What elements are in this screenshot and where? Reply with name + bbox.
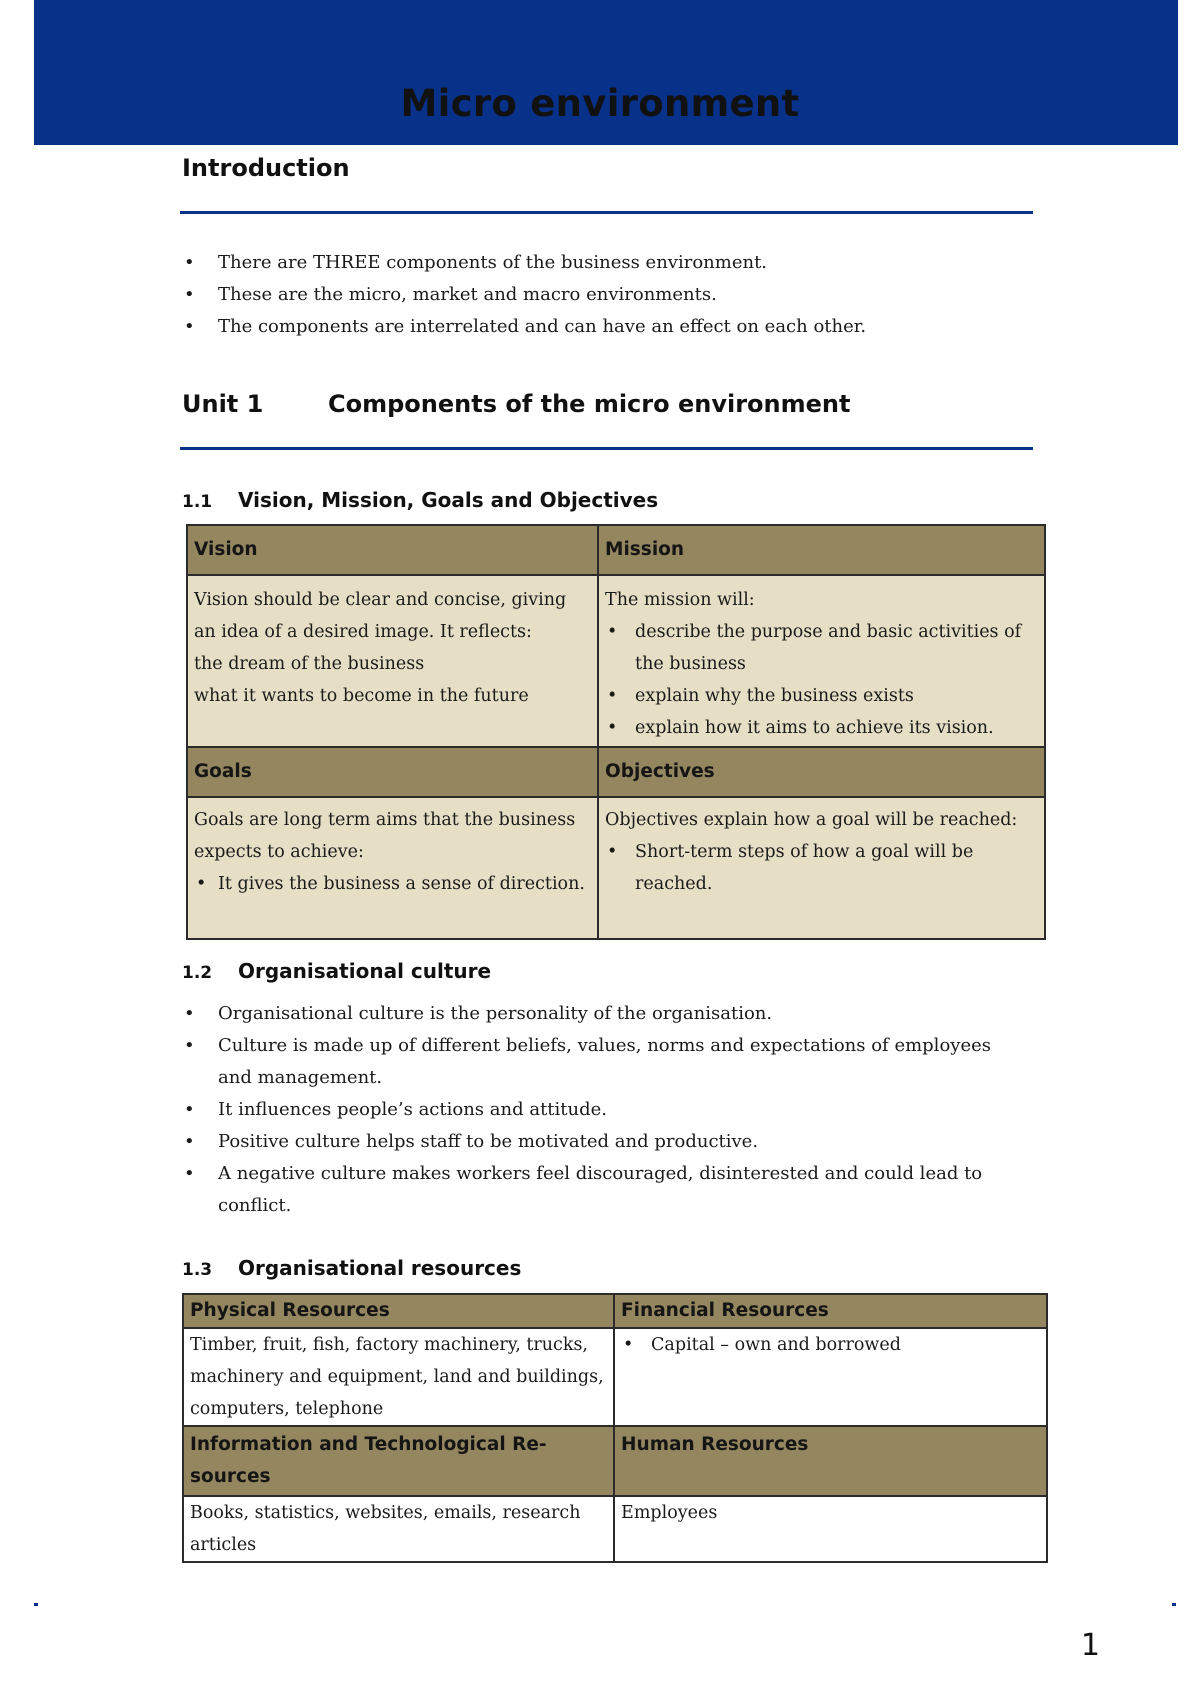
list-item: • describe the purpose and basic activities of the business xyxy=(605,616,1038,680)
list-item: • It influences people’s actions and attitude. xyxy=(180,1094,1010,1126)
vision-header: Vision xyxy=(187,525,598,575)
vision-line: the dream of the business xyxy=(194,654,425,674)
section-number: 1.3 xyxy=(182,1260,213,1280)
unit-rule xyxy=(180,447,1033,450)
list-item: • There are THREE components of the business environment. xyxy=(180,247,1040,279)
list-item: • Organisational culture is the personality of the organisation. xyxy=(180,998,1010,1030)
section-title: Vision, Mission, Goals and Objectives xyxy=(238,488,659,512)
mission-list xyxy=(605,616,1038,744)
page-title: Micro environment xyxy=(400,82,800,125)
mission-intro: The mission will: xyxy=(605,590,755,610)
list-item: • Positive culture helps staff to be motivated and productive. xyxy=(180,1126,1010,1158)
margin-mark-left xyxy=(34,1603,38,1606)
vision-line: Vision should be clear and concise, giving xyxy=(194,590,567,610)
human-cell: Employees xyxy=(614,1496,1047,1562)
financial-header: Financial Resources xyxy=(614,1294,1047,1328)
physical-header: Physical Resources xyxy=(183,1294,614,1328)
financial-list xyxy=(621,1329,1040,1361)
list-item: • explain how it aims to achieve its vision. xyxy=(605,712,1038,744)
introduction-rule xyxy=(180,211,1033,214)
list-item: • Culture is made up of different beliefs, values, norms and expectations of employees and management. xyxy=(180,1030,1010,1094)
financial-cell xyxy=(614,1328,1047,1426)
section-1-2-heading xyxy=(182,959,491,983)
vmgo-table xyxy=(186,524,1046,940)
section-title: Organisational resources xyxy=(238,1256,522,1280)
introduction-list xyxy=(180,247,1040,343)
list-item: • explain why the business exists xyxy=(605,680,1038,712)
goals-cell xyxy=(187,797,598,939)
mission-header: Mission xyxy=(598,525,1045,575)
goals-header: Goals xyxy=(187,747,598,797)
section-number: 1.2 xyxy=(182,963,213,983)
goals-bullet-text: It gives the business a sense of direction. xyxy=(218,874,585,894)
information-header: Information and Technological Re-sources xyxy=(183,1426,614,1496)
culture-list xyxy=(180,998,1010,1222)
section-number: 1.1 xyxy=(182,492,213,512)
list-item: • A negative culture makes workers feel discouraged, disinterested and could lead to conflict. xyxy=(180,1158,1010,1222)
goals-bullet xyxy=(194,868,591,900)
list-item: • Short-term steps of how a goal will be reached. xyxy=(605,836,1038,900)
section-title: Organisational culture xyxy=(238,959,492,983)
bullet-marker: • xyxy=(196,874,207,894)
human-header: Human Resources xyxy=(614,1426,1047,1496)
page-number: 1 xyxy=(1080,1628,1100,1663)
resources-table xyxy=(182,1293,1048,1563)
list-item: • The components are interrelated and can have an effect on each other. xyxy=(180,311,1040,343)
margin-mark-right xyxy=(1172,1603,1176,1606)
section-1-3-heading xyxy=(182,1256,521,1280)
introduction-heading: Introduction xyxy=(182,154,350,182)
objectives-intro: Objectives explain how a goal will be reached: xyxy=(605,810,1018,830)
objectives-cell xyxy=(598,797,1045,939)
list-item: • Capital – own and borrowed xyxy=(621,1329,1040,1361)
vision-line: an idea of a desired image. It reflects: xyxy=(194,622,532,642)
unit-title: Components of the micro environment xyxy=(328,390,851,418)
unit-label: Unit 1 xyxy=(182,390,264,418)
information-cell: Books, statistics, websites, emails, research articles xyxy=(183,1496,614,1562)
goals-intro: Goals are long term aims that the business expects to achieve: xyxy=(194,810,576,862)
list-item: • These are the micro, market and macro environments. xyxy=(180,279,1040,311)
objectives-header: Objectives xyxy=(598,747,1045,797)
section-1-1-heading xyxy=(182,488,658,512)
mission-cell xyxy=(598,575,1045,747)
physical-cell: Timber, fruit, fish, factory machinery, trucks, machinery and equipment, land and buildings, computers, telephone xyxy=(183,1328,614,1426)
objectives-list xyxy=(605,836,1038,900)
vision-line: what it wants to become in the future xyxy=(194,686,529,706)
vision-cell xyxy=(187,575,598,747)
